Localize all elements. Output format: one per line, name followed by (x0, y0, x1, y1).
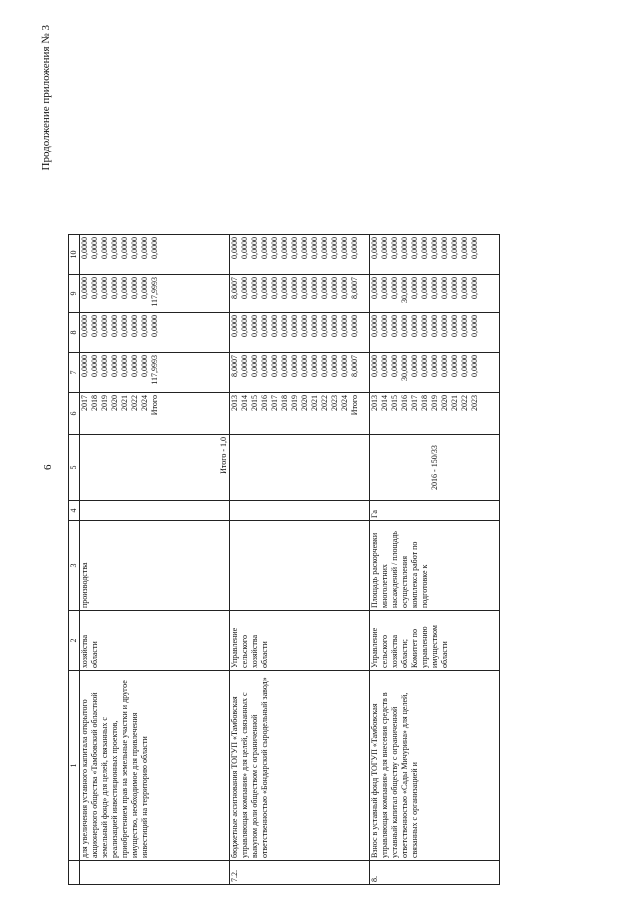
value-cell: 0,0000 0,0000 0,0000 0,0000 0,0000 0,0000 0,0000 117,9993 (80, 353, 230, 393)
row-number: 7.2. (230, 861, 370, 885)
document-page (40, 15, 600, 895)
value-cell: 0,0000 0,0000 0,0000 0,0000 0,0000 0,0000 0,0000 0,0000 0,0000 0,0000 0,0000 (370, 235, 500, 275)
value-cell: 0,0000 0,0000 0,0000 30,0000 0,0000 0,0000 0,0000 0,0000 0,0000 0,0000 0,0000 (370, 275, 500, 313)
indicator-cell (230, 521, 370, 611)
indicator-cell: производства (80, 521, 230, 611)
description-cell: Взнос в уставный фонд ТОГУП «Тамбовская управляющая компания» для внесения средств в уставный капитал обществу с ограниченной ответственностью «Сады Мичурина» для целей, связанных с организацией и (370, 671, 500, 861)
value-cell: 0,0000 0,0000 0,0000 0,0000 0,0000 0,0000 0,0000 0,0000 (80, 235, 230, 275)
unit-cell (230, 501, 370, 521)
header-cell (69, 861, 80, 885)
continuation-title: Продолжение приложения № 3 (40, 25, 52, 171)
header-cell: 9 (69, 275, 80, 313)
description-cell: бюджетные ассигнования ТОГУП «Тамбовская управляющая компания» для целей, связанных с выкупом доли обществом с ограниченной ответственностью «Бондарский сыродельный завод» (230, 671, 370, 861)
value-cell: 0,0000 0,0000 0,0000 0,0000 0,0000 0,0000 0,0000 0,0000 (80, 313, 230, 353)
unit-cell (80, 501, 230, 521)
unit-cell: Га (370, 501, 500, 521)
value-cell: 8,0007 0,0000 0,0000 0,0000 0,0000 0,0000 0,0000 0,0000 0,0000 0,0000 0,0000 0,0000 8,0007 (230, 353, 370, 393)
years-cell: 2017 2018 2019 2020 2021 2022 2024 Итого (80, 393, 230, 435)
years-cell: 2013 2014 2015 2016 2017 2018 2019 2020 2021 2022 2023 2024 Итого (230, 393, 370, 435)
header-cell: 1 (69, 671, 80, 861)
row-number (80, 861, 230, 885)
indicator-cell: Площадь раскорчевки многолетних насаждений / площадь осуществления комплекса работ по подготовке к (370, 521, 500, 611)
header-cell: 5 (69, 435, 80, 501)
value-cell: 0,0000 0,0000 0,0000 0,0000 0,0000 0,0000 0,0000 0,0000 0,0000 0,0000 0,0000 (370, 313, 500, 353)
page-number: 6 (42, 464, 54, 470)
value-cell: 0,0000 0,0000 0,0000 0,0000 0,0000 0,0000 0,0000 0,0000 0,0000 0,0000 0,0000 0,0000 0,0000 (230, 313, 370, 353)
description-cell: для увеличения уставного капитала открытого акционерного общества «Тамбовский областной земельный фонд» для целей, связанных с реализацией инвестиционных проектов, приобретением прав на земельные участки и другое имущество, необходимое для привлечения инвестиций на территорию области (80, 671, 230, 861)
responsible-cell: Управление сельского хозяйства области; Комитет по управлению имуществом области (370, 611, 500, 671)
years-cell: 2013 2014 2015 2016 2017 2018 2019 2020 2021 2022 2023 (370, 393, 500, 435)
header-cell: 8 (69, 313, 80, 353)
table-row (230, 235, 370, 885)
target-cell: Итого - 1,0 (80, 435, 230, 501)
table-row (370, 235, 500, 885)
header-cell: 7 (69, 353, 80, 393)
value-cell: 0,0000 0,0000 0,0000 0,0000 0,0000 0,0000 0,0000 0,0000 0,0000 0,0000 0,0000 0,0000 0,0000 (230, 235, 370, 275)
responsible-cell: Управление сельского хозяйства области (230, 611, 370, 671)
value-cell: 0,0000 0,0000 0,0000 30,0000 0,0000 0,0000 0,0000 0,0000 0,0000 0,0000 0,0000 (370, 353, 500, 393)
header-row (69, 235, 80, 885)
target-cell (230, 435, 370, 501)
table-row (80, 235, 230, 885)
header-cell: 2 (69, 611, 80, 671)
header-cell: 10 (69, 235, 80, 275)
header-cell: 3 (69, 521, 80, 611)
responsible-cell: хозяйства области (80, 611, 230, 671)
value-cell: 0,0000 0,0000 0,0000 0,0000 0,0000 0,0000 0,0000 117,9993 (80, 275, 230, 313)
row-number: 8. (370, 861, 500, 885)
value-cell: 8,0007 0,0000 0,0000 0,0000 0,0000 0,0000 0,0000 0,0000 0,0000 0,0000 0,0000 0,0000 8,0007 (230, 275, 370, 313)
header-cell: 6 (69, 393, 80, 435)
header-cell: 4 (69, 501, 80, 521)
appendix-table (68, 234, 500, 885)
target-cell: 2016 - 150/33 (370, 435, 500, 501)
